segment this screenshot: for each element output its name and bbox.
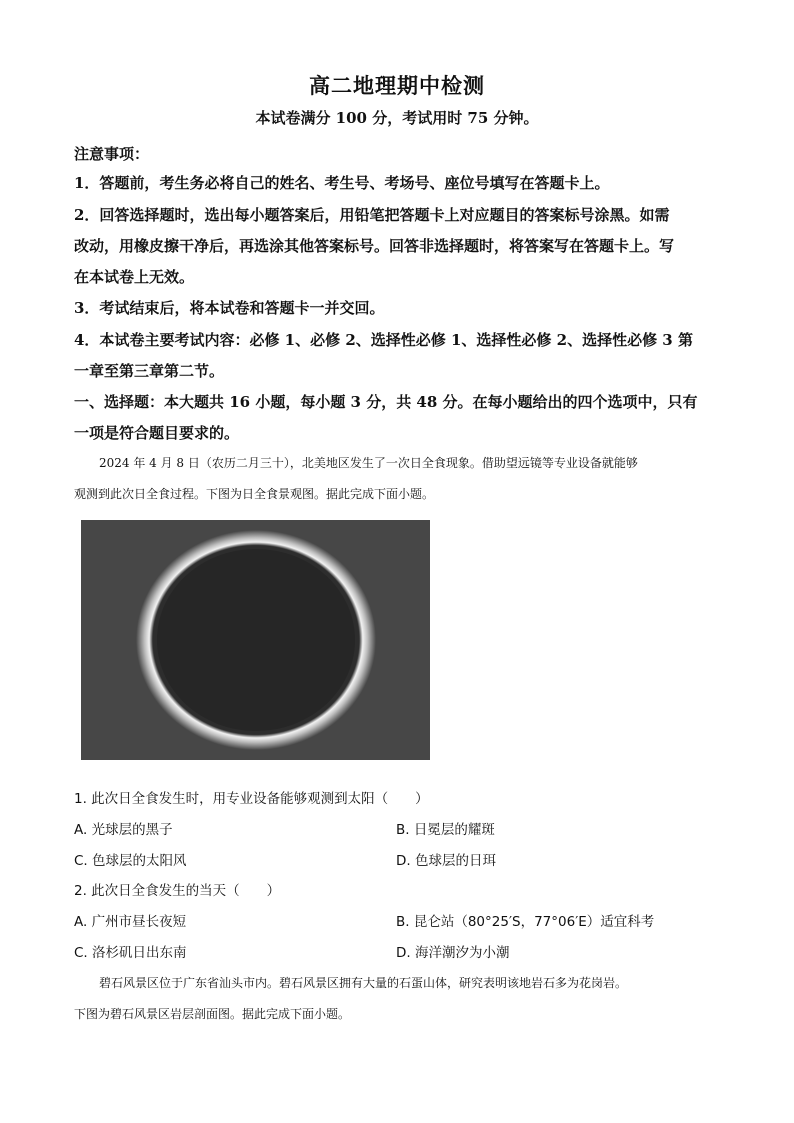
question-2-option-b: B. 昆仑站（80°25′S，77°06′E）适宜科考 [396, 914, 655, 930]
note-item-1: 1．答题前，考生务必将自己的姓名、考生号、考场号、座位号填写在答题卡上。 [74, 174, 610, 192]
passage-1-line-1: 2024 年 4 月 8 日（农历二月三十），北美地区发生了一次日全食现象。借助望远镜等专业设备就能够 [99, 456, 638, 470]
note-item-2-line-2: 改动，用橡皮擦干净后，再选涂其他答案标号。回答非选择题时，将答案写在答题卡上。写 [74, 237, 675, 255]
solar-eclipse-photo [81, 520, 430, 760]
note-item-3: 3．考试结束后，将本试卷和答题卡一并交回。 [74, 299, 385, 317]
notes-heading: 注意事项： [74, 145, 150, 163]
question-2-option-a: A. 广州市昼长夜短 [74, 914, 187, 930]
question-2-option-c: C. 洛杉矶日出东南 [74, 945, 187, 961]
exam-subtitle: 本试卷满分 100 分，考试用时 75 分钟。 [255, 109, 539, 127]
note-item-4-line-2: 一章至第三章第二节。 [74, 362, 225, 380]
question-2-option-d: D. 海洋潮汐为小潮 [396, 945, 510, 961]
question-2-stem: 2. 此次日全食发生的当天（ ） [74, 883, 281, 899]
section-heading-line-2: 一项是符合题目要求的。 [74, 424, 240, 442]
note-item-4-line-1: 4．本试卷主要考试内容：必修 1、必修 2、选择性必修 1、选择性必修 2、选择性必修 3 第 [74, 331, 693, 349]
question-1-option-d: D. 色球层的日珥 [396, 853, 496, 869]
question-1-option-c: C. 色球层的太阳风 [74, 853, 187, 869]
passage-1-line-2: 观测到此次日全食过程。下图为日全食景观图。据此完成下面小题。 [74, 487, 435, 501]
question-1-option-a: A. 光球层的黑子 [74, 822, 173, 838]
question-1-stem: 1. 此次日全食发生时，用专业设备能够观测到太阳（ ） [74, 791, 429, 807]
note-item-2-line-1: 2．回答选择题时，选出每小题答案后，用铅笔把答题卡上对应题目的答案标号涂黑。如需 [74, 206, 670, 224]
question-1-option-b: B. 日冕层的耀斑 [396, 822, 495, 838]
moon-disc [157, 549, 355, 731]
passage-2-line-2: 下图为碧石风景区岩层剖面图。据此完成下面小题。 [74, 1007, 351, 1021]
section-heading-line-1: 一、选择题：本大题共 16 小题，每小题 3 分，共 48 分。在每小题给出的四个选项中，只有 [74, 393, 698, 411]
passage-2-line-1: 碧石风景区位于广东省汕头市内。碧石风景区拥有大量的石蛋山体，研究表明该地岩石多为花岗岩。 [99, 976, 628, 990]
note-item-2-line-3: 在本试卷上无效。 [74, 268, 195, 286]
page-title: 高二地理期中检测 [309, 73, 485, 98]
